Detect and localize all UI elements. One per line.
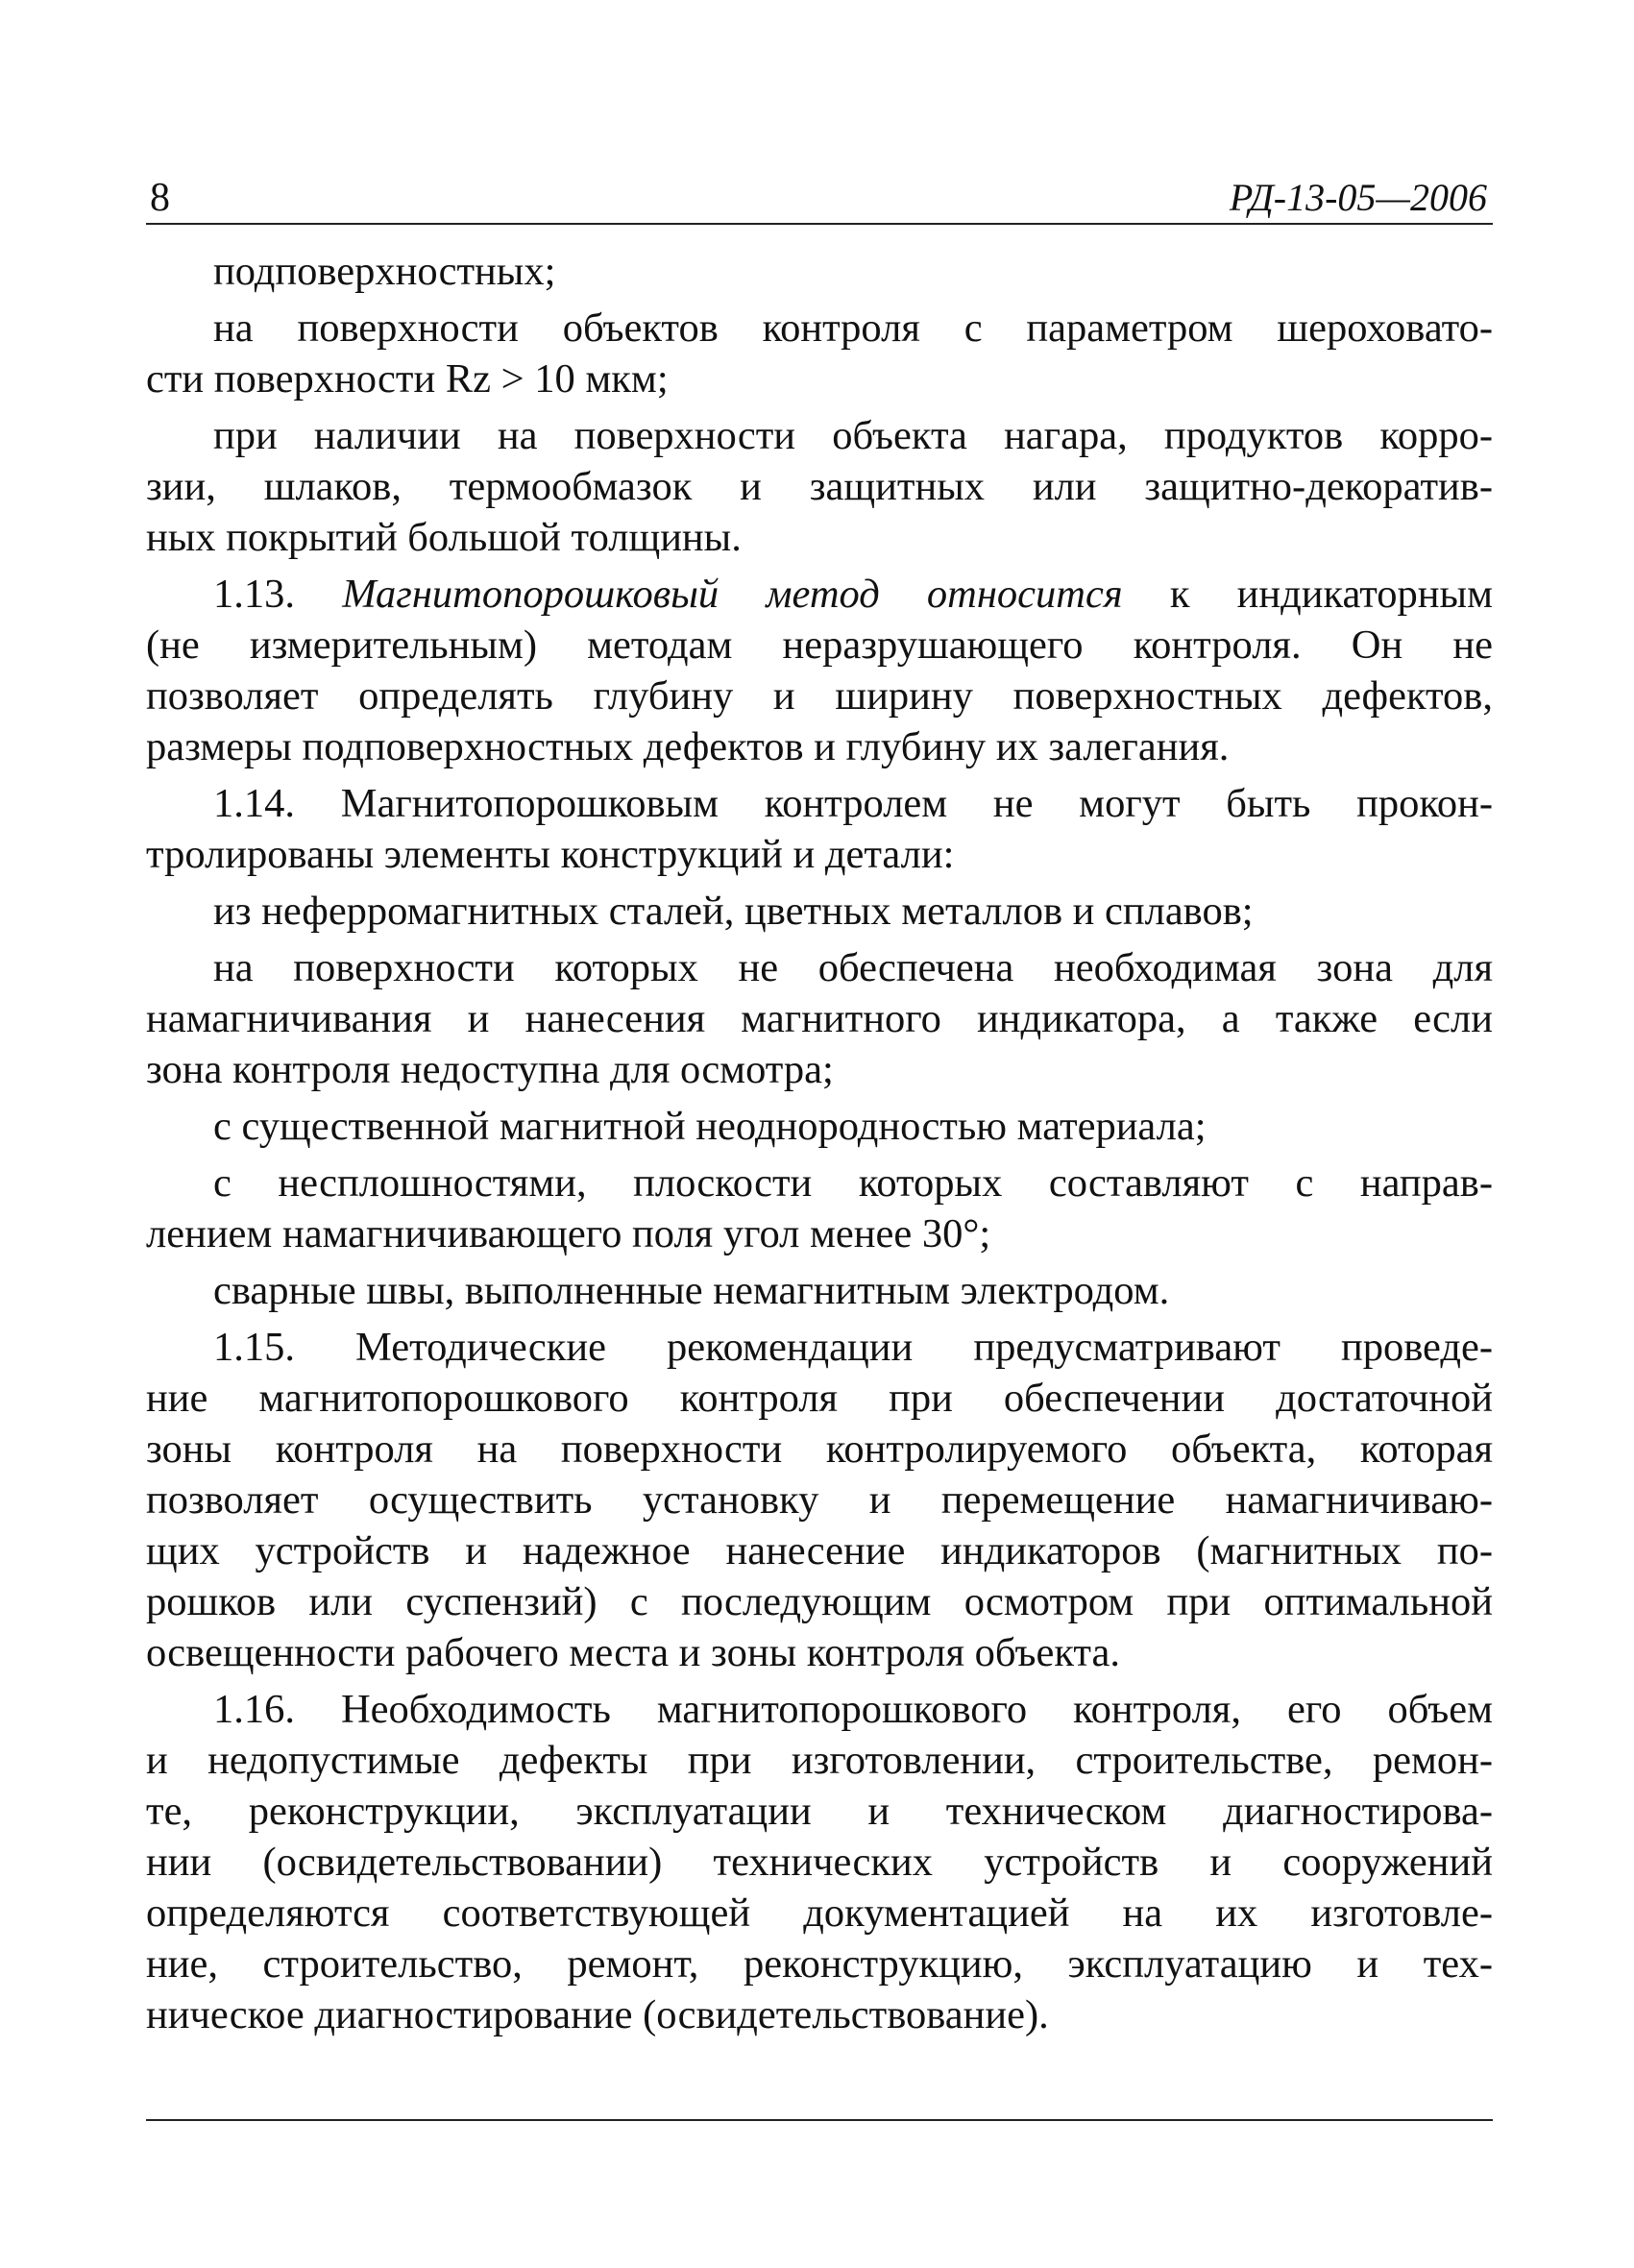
text-line: зоны контроля на поверхности контролируемого объекта, которая	[146, 1427, 1493, 1472]
text-line: ние магнитопорошкового контроля при обеспечении достаточной	[146, 1376, 1493, 1421]
page-header	[146, 175, 1493, 223]
page-number: 8	[150, 176, 170, 220]
footer-rule	[146, 2119, 1493, 2121]
text-line: те, реконструкции, эксплуатации и техническом диагностирова-	[146, 1789, 1493, 1834]
text-line: размеры подповерхностных дефектов и глубину их залегания.	[146, 724, 1230, 769]
text-line: сварные швы, выполненные немагнитным электродом.	[213, 1268, 1170, 1313]
text-line: тролированы элементы конструкций и детали:	[146, 832, 955, 877]
text-line: сти поверхности Rz > 10 мкм;	[146, 356, 669, 402]
text-line: на поверхности объектов контроля с параметром шероховато-	[213, 305, 1493, 351]
text-line: позволяет осуществить установку и перемещение намагничиваю-	[146, 1477, 1493, 1523]
text-line: 1.14. Магнитопорошковым контролем не могут быть прокон-	[213, 781, 1493, 826]
header-rule	[146, 223, 1493, 225]
italic-phrase: Магнитопорошковый метод относится	[342, 572, 1123, 617]
text-line: (не измерительным) методам неразрушающего контроля. Он не	[146, 622, 1493, 668]
text-line: из неферромагнитных сталей, цветных металлов и сплавов;	[213, 889, 1254, 934]
body-text	[146, 246, 1493, 2040]
text-line: рошков или суспензий) с последующим осмотром при оптимальной	[146, 1579, 1493, 1624]
text-line: с существенной магнитной неоднородностью материала;	[213, 1104, 1207, 1149]
text-line: ние, строительство, ремонт, реконструкцию, эксплуатацию и тех-	[146, 1941, 1493, 1987]
text-line: определяются соответствующей документацией на их изготовле-	[146, 1890, 1493, 1936]
text-line: освещенности рабочего места и зоны контроля объекта.	[146, 1630, 1120, 1675]
text-line: и недопустимые дефекты при изготовлении, строительстве, ремон-	[146, 1738, 1493, 1783]
text-line: с несплошностями, плоскости которых составляют с направ-	[213, 1160, 1493, 1206]
text-line: на поверхности которых не обеспечена необходимая зона для	[213, 945, 1493, 990]
text-line: при наличии на поверхности объекта нагара, продуктов корро-	[213, 413, 1493, 458]
text-line: подповерхностных;	[213, 249, 556, 294]
text-line: щих устройств и надежное нанесение индикаторов (магнитных по-	[146, 1528, 1493, 1573]
text-line: ных покрытий большой толщины.	[146, 515, 742, 560]
text-line: нии (освидетельствовании) технических устройств и сооружений	[146, 1840, 1493, 1885]
text-line: зии, шлаков, термообмазок и защитных или защитно-декоратив-	[146, 464, 1493, 509]
text-line: намагничивания и нанесения магнитного индикатора, а также если	[146, 996, 1493, 1041]
text-fragment: к индикаторным	[1122, 572, 1493, 617]
text-line: ническое диагностирование (освидетельствование).	[146, 1992, 1049, 2037]
text-line: позволяет определять глубину и ширину поверхностных дефектов,	[146, 673, 1493, 719]
paragraph-number: 1.13.	[213, 572, 343, 617]
text-line: 1.16. Необходимость магнитопорошкового контроля, его объем	[213, 1687, 1493, 1732]
document-code: РД-13-05—2006	[1229, 176, 1487, 219]
text-line: лением намагничивающего поля угол менее 30°;	[146, 1211, 991, 1256]
text-line: 1.15. Методические рекомендации предусматривают проведе-	[213, 1325, 1493, 1370]
text-line: зона контроля недоступна для осмотра;	[146, 1047, 834, 1092]
text-line-1-13	[146, 569, 1493, 620]
